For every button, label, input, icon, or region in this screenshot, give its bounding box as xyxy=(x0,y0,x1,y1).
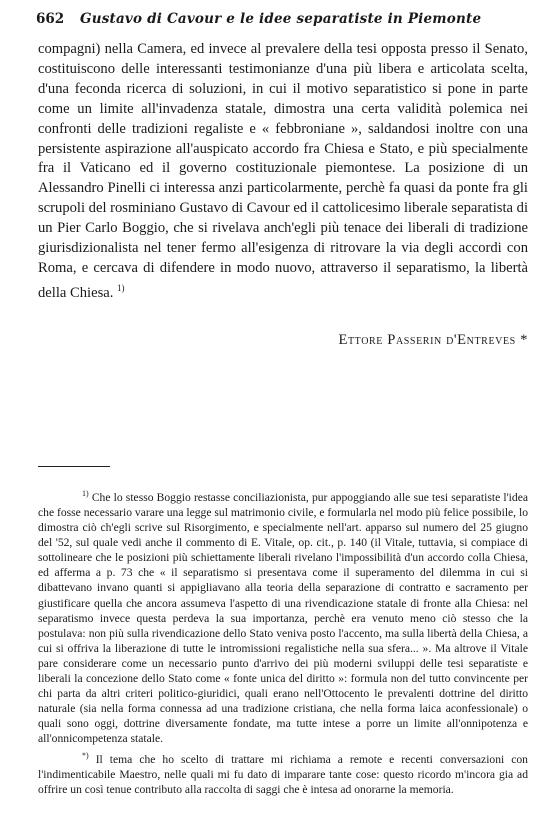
footnote-reference[interactable]: 1) xyxy=(117,282,125,293)
page-header xyxy=(36,10,516,30)
footnote-2-mark: *) xyxy=(82,751,89,760)
footnote-1 xyxy=(38,486,528,746)
body-paragraph xyxy=(38,40,528,304)
body-paragraph-text: compagni) nella Camera, ed invece al prevalere della tesi opposta presso il Senato, costituiscono delle interessanti testimonianze d'una più libera e articolata scelta, d'una feconda ricerca di soluzioni, in cui il motivo separatistico si pone in parte come un limite all'invadenza statale, dimostra una certa validità polemica nei confronti delle tradizioni regaliste e « febbroniane », saldandosi inoltre con una persistente aspirazione all'auspicato accordo fra Chiesa e Stato, e più specialmente fra il Vaticano ed il governo costituzionale piemontese. La posizione di un Alessandro Pinelli ci interessa anzi particolarmente, perchè fa quasi da ponte fra gli scrupoli del rosminiano Gustavo di Cavour ed il cattolicesimo liberale separatista di un Pier Carlo Boggio, che si rivelava anch'egli più tenace dei liberali di tradizione giurisdizionalista nel tener fermo all'esigenza di ritrovare la via degli accordi con Roma, e cercava di difendere in modo nuovo, attraverso il separatismo, la libertà della Chiesa. xyxy=(38,41,528,301)
author-signature: Ettore Passerin d'Entreves * xyxy=(338,332,528,348)
footnote-1-text: Che lo stesso Boggio restasse conciliazionista, pur appoggiando alle sue tesi separatiste l'idea che fosse necessario varare una legge sul matrimonio civile, e formularla nel modo più felice possibile, lo dimostra ciò ch'egli scrive sul Risorgimento, e specialmente nell'art. apparso sul numero del 25 giugno del '52, sul quale vedi anche il commento di E. Vitale, op. cit., p. 140 (il Vitale, tuttavia, si compiace di sottolineare che le posizioni più schiettamente liberali rivelano l'impossibilità d'un accordo colla Chiesa, ed afferma a p. 73 che « il separatismo si presentava come il superamento del dilemma in cui si dibattevano invano quanti si appigliavano alla teoria della separazione di contratto e sacramento per giustificare quella che ancora assumeva l'aspetto di una rivendicazione statale di fronte alla Chiesa: nel separatismo invece questa perdeva la sua importanza, perchè era venuto meno ciò stesso che la postulava: non più sulla rivendicazione dello Stato veniva posto l'accento, ma sulla libertà della Chiesa, a cui si offriva la liberazione di tutte le intromissioni regalistiche nella sua sfera... ». Ma altrove il Vitale pare considerare come un necessario punto d'arrivo dei più moderni sviluppi delle tesi separatiste e liberali la concezione dello Stato come « fonte unica del diritto »: formula non del tutto convincente per chi parta da altri criteri politico-giuridici, quali erano nell'Ottocento le prevalenti dottrine del diritto naturale (sia nella forma connessa ad una tradizione cristiana, che nella forma laica aconfessionale) o quali sono oggi, dottrine diversamente fondate, ma tutte intese a porre un limite all'onnipotenza e all'onnicompetenza statale. xyxy=(38,490,528,746)
footnote-2 xyxy=(38,748,528,797)
footnote-1-mark: 1) xyxy=(82,489,89,498)
footnote-2-text: Il tema che ho scelto di trattare mi richiama a remote e recenti conversazioni con l'indimenticabile Maestro, nelle quali mi fu dato di imparare tante cose: questo ricordo m'incora gia ad offrire un così tenue contributo alla raccolta di saggi che è intesa ad onorarne la memoria. xyxy=(38,752,528,797)
page-number: 662 xyxy=(36,11,65,27)
footnote-separator xyxy=(38,466,110,467)
running-title: Gustavo di Cavour e le idee separatiste in Piemonte xyxy=(80,11,482,27)
